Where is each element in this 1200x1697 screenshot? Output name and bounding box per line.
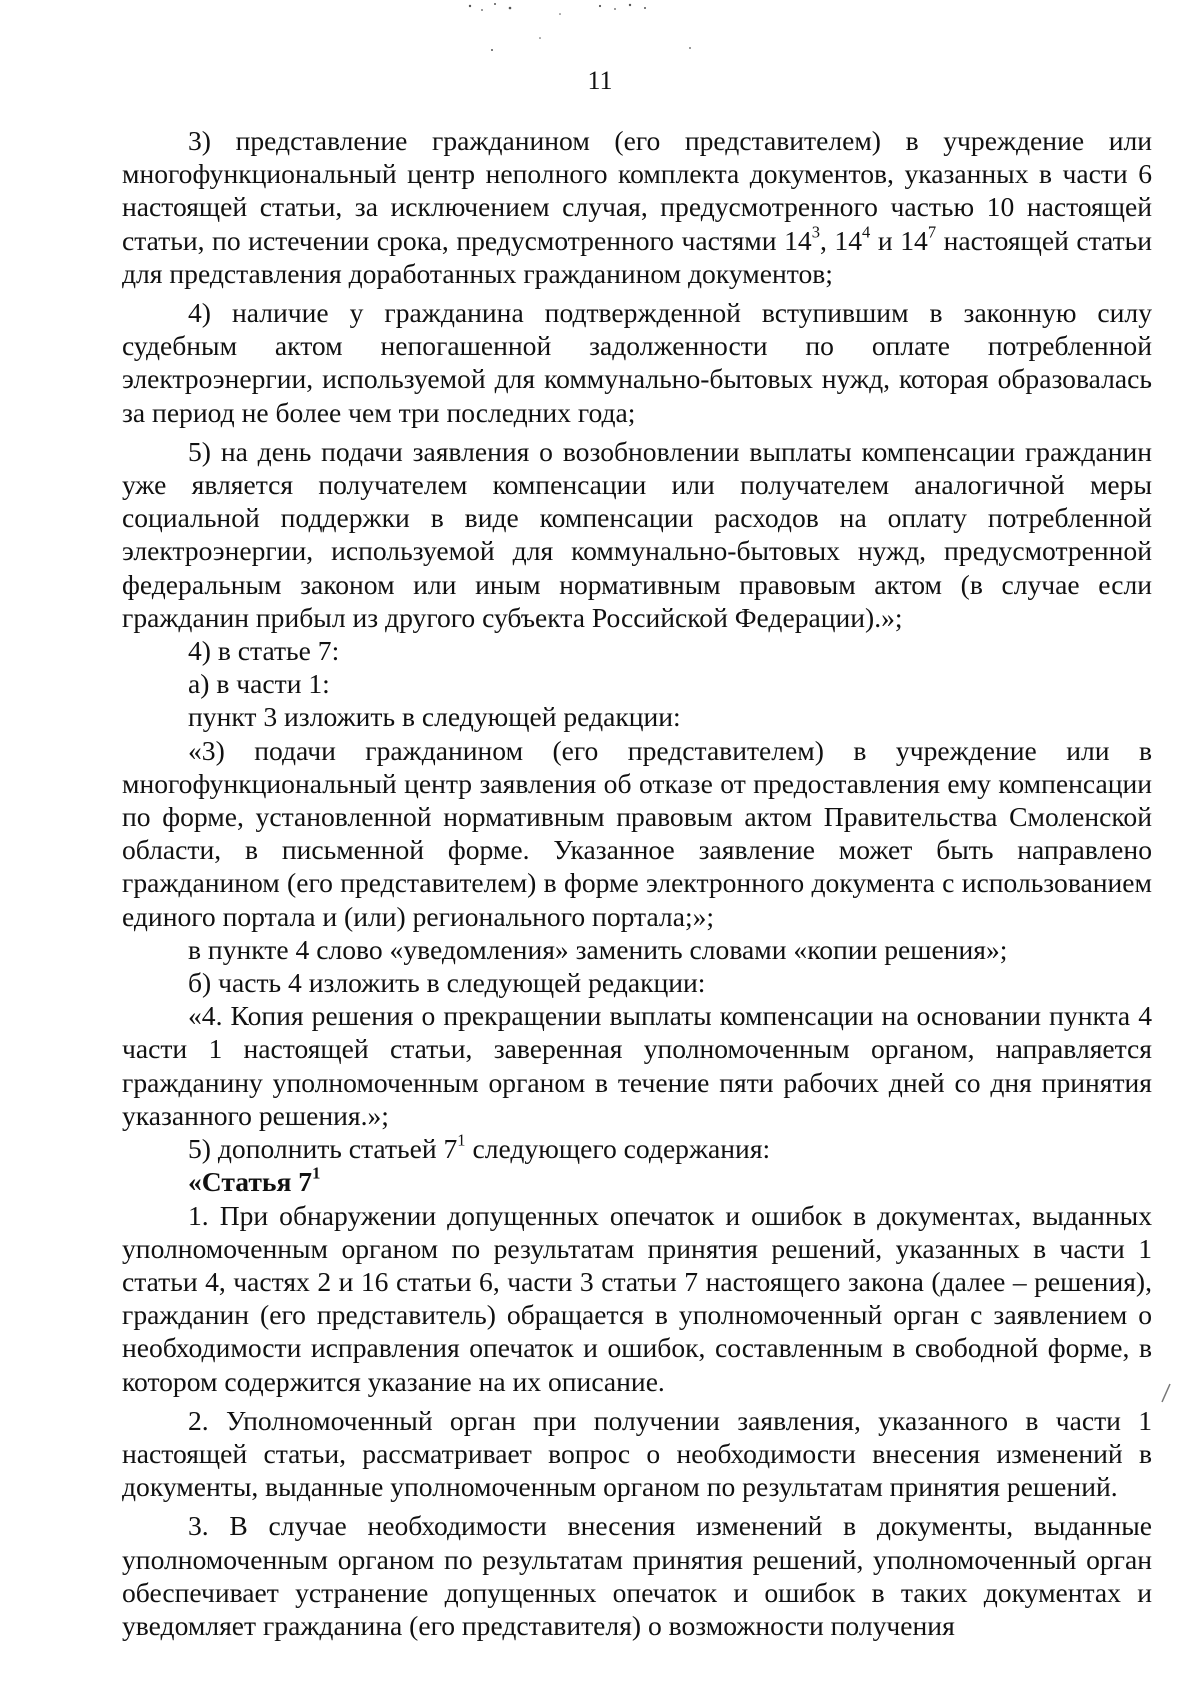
- page-number: 11: [587, 66, 613, 95]
- paragraph-point-4: в пункте 4 слово «уведомления» заменить словами «копии решения»;: [188, 933, 1008, 965]
- margin-mark: [1156, 1380, 1176, 1410]
- paragraph-item-5: 5) на день подачи заявления о возобновлении выплаты компенсации гражданин уже является получателем компенсации или получателем аналогичной меры социальной поддержки в виде компенсации расходов на оплату потребленной электроэнергии, используемой для коммунально-бытовых нужд, предусмотренной федеральным законом или иным нормативным правовым актом (в случае если гражданин прибыл из другого субъекта Российской Федерации).»;: [122, 435, 1152, 633]
- paragraph-point-3-intro: пункт 3 изложить в следующей редакции:: [188, 701, 681, 733]
- article-heading: «Статья $7^1$: [188, 1163, 321, 1198]
- document-body: [122, 124, 1152, 1642]
- paragraph-part-4-intro: б) часть 4 изложить в следующей редакции:: [188, 967, 706, 999]
- paragraph-article-7: 4) в статье 7:: [188, 635, 340, 667]
- scan-specks: [440, 0, 740, 60]
- paragraph-article-part-3: 3. В случае необходимости внесения изменений в документы, выданные уполномоченным органом по результатам принятия решений, уполномоченный орган обеспечивает устранение допущенных опечаток и ошибок в таких документах и уведомляет гражданина (его представителя) о возможности получения: [122, 1510, 1152, 1641]
- paragraph-item-4: 4) наличие у гражданина подтвержденной вступившим в законную силу судебным актом непогашенной задолженности по оплате потребленной электроэнергии, используемой для коммунально-бытовых нужд, которая образовалась за период не более чем три последних года;: [122, 297, 1152, 428]
- paragraph-add-article: 5) дополнить статьей $7^1$ следующего содержания:: [188, 1130, 771, 1165]
- paragraph-article-part-1: 1. При обнаружении допущенных опечаток и ошибок в документах, выданных уполномоченным органом по результатам принятия решений, указанных в части 1 статьи 4, частях 2 и 16 статьи 6, части 3 статьи 7 настоящего закона (далее – решения), гражданин (его представитель) обращается в уполномоченный орган с заявлением о необходимости исправления опечаток и ошибок, составленным в свободной форме, в котором содержится указание на их описание.: [122, 1199, 1152, 1397]
- paragraph-point-3-text: «3) подачи гражданином (его представителем) в учреждение или в многофункциональный центр заявления об отказе от предоставления ему компенсации по форме, установленной нормативным правовым актом Правительства Смоленской области, в письменной форме. Указанное заявление может быть направлено гражданином (его представителем) в форме электронного документа с использованием единого портала и (или) регионального портала;»;: [122, 734, 1152, 932]
- paragraph-article-part-2: 2. Уполномоченный орган при получении заявления, указанного в части 1 настоящей статьи, рассматривает вопрос о необходимости внесения изменений в документы, выданные уполномоченным органом по результатам принятия решений.: [122, 1404, 1152, 1503]
- paragraph-part-1: а) в части 1:: [188, 668, 330, 700]
- paragraph-part-4-text: «4. Копия решения о прекращении выплаты компенсации на основании пункта 4 части 1 настоящей статьи, заверенная уполномоченным органом, направляется гражданину уполномоченным органом в течение пяти рабочих дней со дня принятия указанного решения.»;: [122, 1000, 1152, 1131]
- paragraph-item-3: 3) представление гражданином (его представителем) в учреждение или многофункциональный центр неполного комплекта документов, указанных в части 6 настоящей статьи, за исключением случая, предусмотренного частью 10 настоящей статьи, по истечении срока, предусмотренного частями $14^3$, $14^4$ и $14^7$ настоящей статьи для представления доработанных гражданином документов;: [122, 125, 1152, 289]
